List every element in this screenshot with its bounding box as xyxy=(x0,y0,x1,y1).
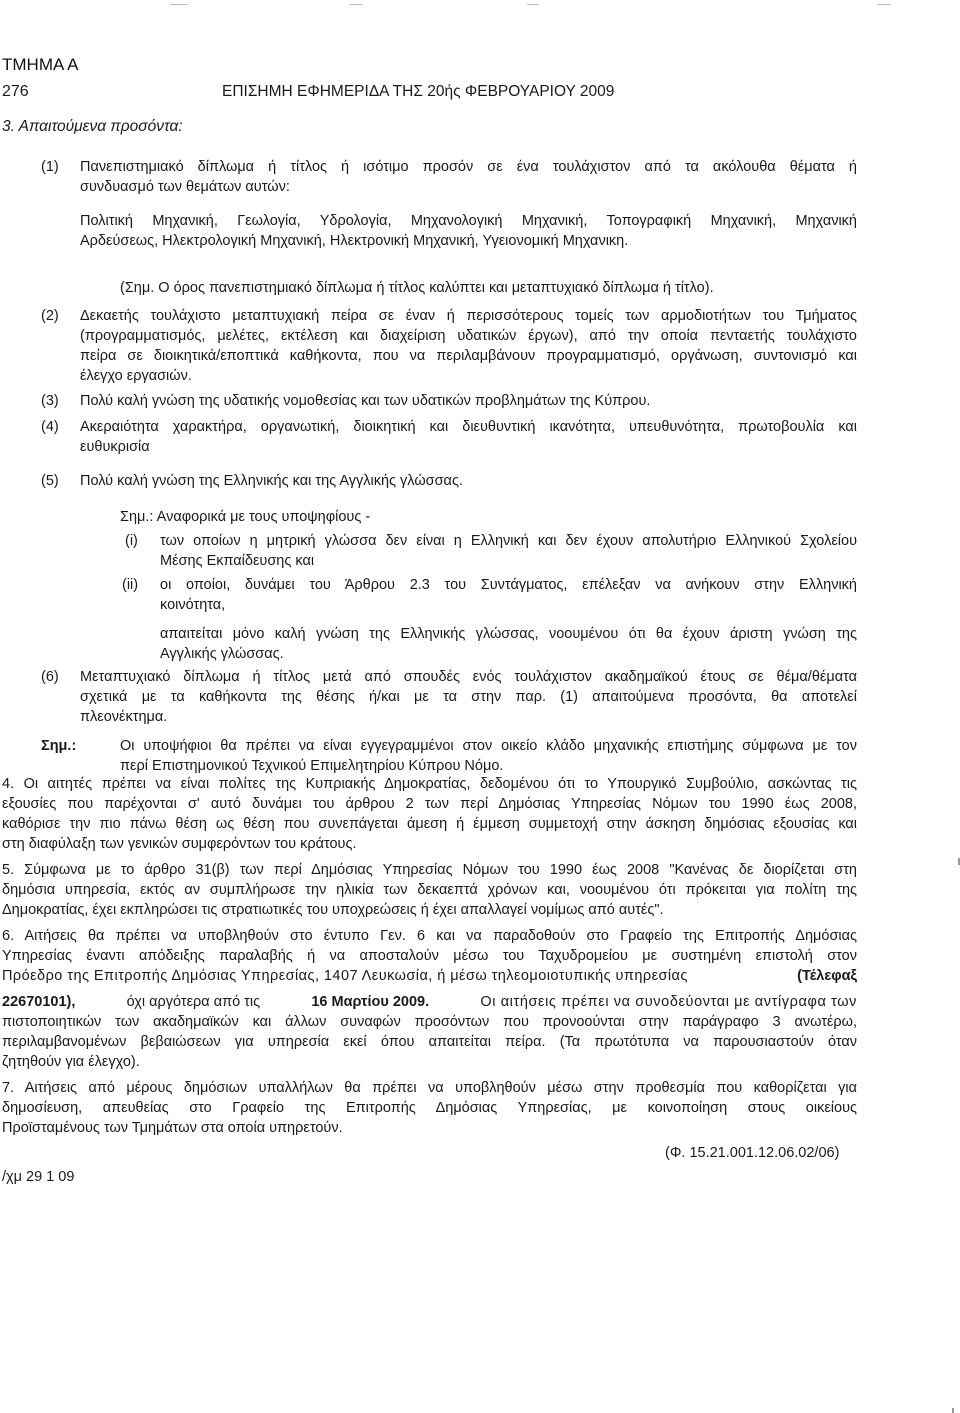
item-text: (προγραμματισμός, μελέτες, εκτέλεση και διαχείριση υδατικών έργων), από την οποία πενταετής τουλάχιστο xyxy=(80,328,857,344)
item-text: σχετικά με τα καθήκοντα της θέσης ή/και με τα στην παρ. (1) απαιτούμενα προσόντα, θα αποτελεί xyxy=(80,689,857,705)
paragraph-7: Προϊσταμένους των Τμημάτων στα οποία υπηρετούν. xyxy=(2,1120,343,1136)
item-text: πλεονέκτημα. xyxy=(80,709,168,725)
paragraph-7: δημοσίευση, απευθείας στο Γραφείο της Επιτροπής Δημόσιας Υπηρεσίας, με κοινοποίηση στους οικείους xyxy=(2,1100,857,1116)
item-text: συνδυασμό των θεμάτων αυτών: xyxy=(80,179,290,195)
deadline-date: 16 Μαρτίου 2009. xyxy=(311,994,430,1010)
item-text: Πολύ καλή γνώση της υδατικής νομοθεσίας και των υδατικών προβλημάτων της Κύπρου. xyxy=(80,393,651,409)
item-text: Πανεπιστημιακό δίπλωμα ή τίτλος ή ισότιμο προσόν σε ένα τουλάχιστον από τα ακόλουθα θέματα ή xyxy=(80,159,857,175)
subjects-text: Αρδεύσεως, Ηλεκτρολογική Μηχανική, Ηλεκτρονική Μηχανική, Υγειονομική Μηχανικη. xyxy=(80,233,629,249)
paragraph-6: Υπηρεσίας έναντι απόδειξης παραλαβής ή να αποσταλούν μέσω του Ταχυδρομείου με συστημένη επιστολή στον xyxy=(2,948,857,964)
item-text: πείρα σε διοικητικά/εποπτικά καθήκοντα, που να περιλαμβάνουν προγραμματισμό, οργάνωση, συντονισμό και xyxy=(80,348,857,364)
item-number: (3) xyxy=(41,393,59,409)
scan-speck xyxy=(952,1408,954,1413)
item-text: Πολύ καλή γνώση της Ελληνικής και της Αγγλικής γλώσσας. xyxy=(80,473,463,489)
item-text: Δεκαετής τουλάχιστο μεταπτυχιακή πείρα σε έναν ή περισσότερους τομείς των αρμοδιοτήτων του Τμήματος xyxy=(80,308,857,324)
paragraph-6-text: Οι αιτήσεις πρέπει να συνοδεύονται με αντίγραφα των xyxy=(480,994,857,1010)
paragraph-5: Δημοκρατίας, έχει εκπληρώσει τις στρατιωτικές του υποχρεώσεις ή έχει απαλλαγεί νομίμως από αυτές". xyxy=(2,902,664,918)
item-number: (2) xyxy=(41,308,59,324)
degree-note: (Σημ. Ο όρος πανεπιστημιακό δίπλωμα ή τίτλος καλύπτει και μεταπτυχιακό δίπλωμα ή τίτλο). xyxy=(120,280,714,296)
requirements-heading: 3. Απαιτούμενα προσόντα: xyxy=(2,118,183,135)
paragraph-6-text: όχι αργότερα από τις xyxy=(126,994,261,1010)
sub-item-text: Μέσης Εκπαίδευσης και xyxy=(160,553,315,569)
item-text: ευθυκρισία xyxy=(80,439,150,455)
item-text: έλεγχο εργασιών. xyxy=(80,368,192,384)
paragraph-6: ζητηθούν για έλεγχο). xyxy=(2,1054,140,1070)
paragraph-6: πιστοποιητικών των ακαδημαϊκών και άλλων συναφών προσόντων που προνοούνται στην παράγραφο 3 ανωτέρω, xyxy=(2,1014,857,1030)
paragraph-4: καθόρισε την πιο πάνω θέση ως θέση που συνεπάγεται άμεση ή έμμεση συμμετοχή στην άσκηση δημόσιας εξουσίας και xyxy=(2,816,857,832)
language-requirement: απαιτείται μόνο καλή γνώση της Ελληνικής γλώσσας, νοουμένου ότι θα έχουν άριστη γνώση της xyxy=(160,626,857,642)
note-label: Σημ.: xyxy=(41,738,77,754)
gazette-title: ΕΠΙΣΗΜΗ ΕΦΗΜΕΡΙΔΑ ΤΗΣ 20ής ΦΕΒΡΟΥΑΡΙΟΥ 2009 xyxy=(222,83,615,100)
typist-initials: /χμ 29 1 09 xyxy=(2,1169,75,1185)
section-heading: ΤΜΗΜΑ Α xyxy=(2,55,79,74)
paragraph-5: 5. Σύμφωνα με το άρθρο 31(β) των περί Δημόσιας Υπηρεσίας Νόμων του 1990 έως 2008 "Κανένας δε διορίζεται στη xyxy=(2,862,857,878)
paragraph-6: 6. Αιτήσεις θα πρέπει να υποβληθούν στο έντυπο Γεν. 6 και να παραδοθούν στο Γραφείο της Επιτροπής Δημόσιας xyxy=(2,928,857,944)
paragraph-4: 4. Οι αιτητές πρέπει να είναι πολίτες της Κυπριακής Δημοκρατίας, δεδομένου ότι το Υπουργικό Συμβούλιο, ασκώντας τις xyxy=(2,776,857,792)
paragraph-4: εξουσίες που παρέχονται σ' αυτό δυνάμει του άρθρου 2 των περί Δημόσιας Υπηρεσίας Νόμων του 1990 έως 2008, xyxy=(2,796,857,812)
sub-item-number: (i) xyxy=(125,533,138,549)
sub-item-number: (ii) xyxy=(122,577,139,593)
paragraph-6 xyxy=(2,966,857,986)
file-reference: (Φ. 15.21.001.12.06.02/06) xyxy=(665,1145,840,1161)
paragraph-6: περιλαμβανομένων βεβαιώσεων για υπηρεσία εκεί όπου απαιτείται πείρα. (Τα πρωτότυπα να παρουσιαστούν όταν xyxy=(2,1034,857,1050)
item-text: Ακεραιότητα χαρακτήρα, οργανωτική, διοικητική και διευθυντική ικανότητα, υπευθυνότητα, πρωτοβουλία και xyxy=(80,419,857,435)
paragraph-4: στη διαφύλαξη των γενικών συμφερόντων του κράτους. xyxy=(2,836,357,852)
scan-mark xyxy=(877,4,891,5)
scan-mark xyxy=(350,4,362,5)
sub-item-text: οι οποίοι, δυνάμει του Άρθρου 2.3 του Συντάγματος, επέλεξαν να ανήκουν στην Ελληνική xyxy=(160,577,857,593)
item-text: Μεταπτυχιακό δίπλωμα ή τίτλος μετά από σπουδές ενός τουλάχιστον ακαδημαϊκού έτους σε θέμα/θέματα xyxy=(80,669,857,685)
note-text: Οι υποψήφιοι θα πρέπει να είναι εγγεγραμμένοι στον οικείο κλάδο μηχανικής επιστήμης σύμφωνα με τον xyxy=(120,738,857,754)
scan-mark xyxy=(527,4,539,5)
scan-mark xyxy=(170,4,188,5)
page-number: 276 xyxy=(2,83,29,100)
paragraph-6-text: Πρόεδρο της Επιτροπής Δημόσιας Υπηρεσίας, 1407 Λευκωσία, ή μέσω τηλεομοιοτυπικής υπηρεσίας xyxy=(2,968,688,984)
subjects-text: Πολιτική Μηχανική, Γεωλογία, Υδρολογία, Μηχανολογική Μηχανική, Τοπογραφική Μηχανική, Μηχανική xyxy=(80,213,857,229)
item-number: (6) xyxy=(41,669,59,685)
sub-item-text: κοινότητα, xyxy=(160,597,226,613)
paragraph-6 xyxy=(2,992,857,1012)
item-number: (5) xyxy=(41,473,59,489)
fax-number: 22670101), xyxy=(2,994,76,1010)
paragraph-7: 7. Αιτήσεις από μέρους δημόσιων υπαλλήλων θα πρέπει να υποβληθούν μέσω στην προθεσμία που καθορίζεται για xyxy=(2,1080,857,1096)
fax-label: (Τέλεφαξ xyxy=(797,968,857,984)
language-note: Σημ.: Αναφορικά με τους υποψηφίους - xyxy=(120,509,371,525)
item-number: (1) xyxy=(41,159,59,175)
paragraph-5: δημόσια υπηρεσία, εκτός αν συμπλήρωσε την ηλικία των δεκαεπτά χρόνων και, νοουμένου ότι πρόκειται για πολίτη της xyxy=(2,882,857,898)
note-text: περί Επιστημονικού Τεχνικού Επιμελητηρίου Κύπρου Νόμο. xyxy=(120,758,504,774)
item-number: (4) xyxy=(41,419,59,435)
sub-item-text: των οποίων η μητρική γλώσσα δεν είναι η Ελληνική και δεν έχουν απολυτήριο Ελληνικού Σχολείου xyxy=(160,533,857,549)
language-requirement: Αγγλικής γλώσσας. xyxy=(160,646,284,662)
